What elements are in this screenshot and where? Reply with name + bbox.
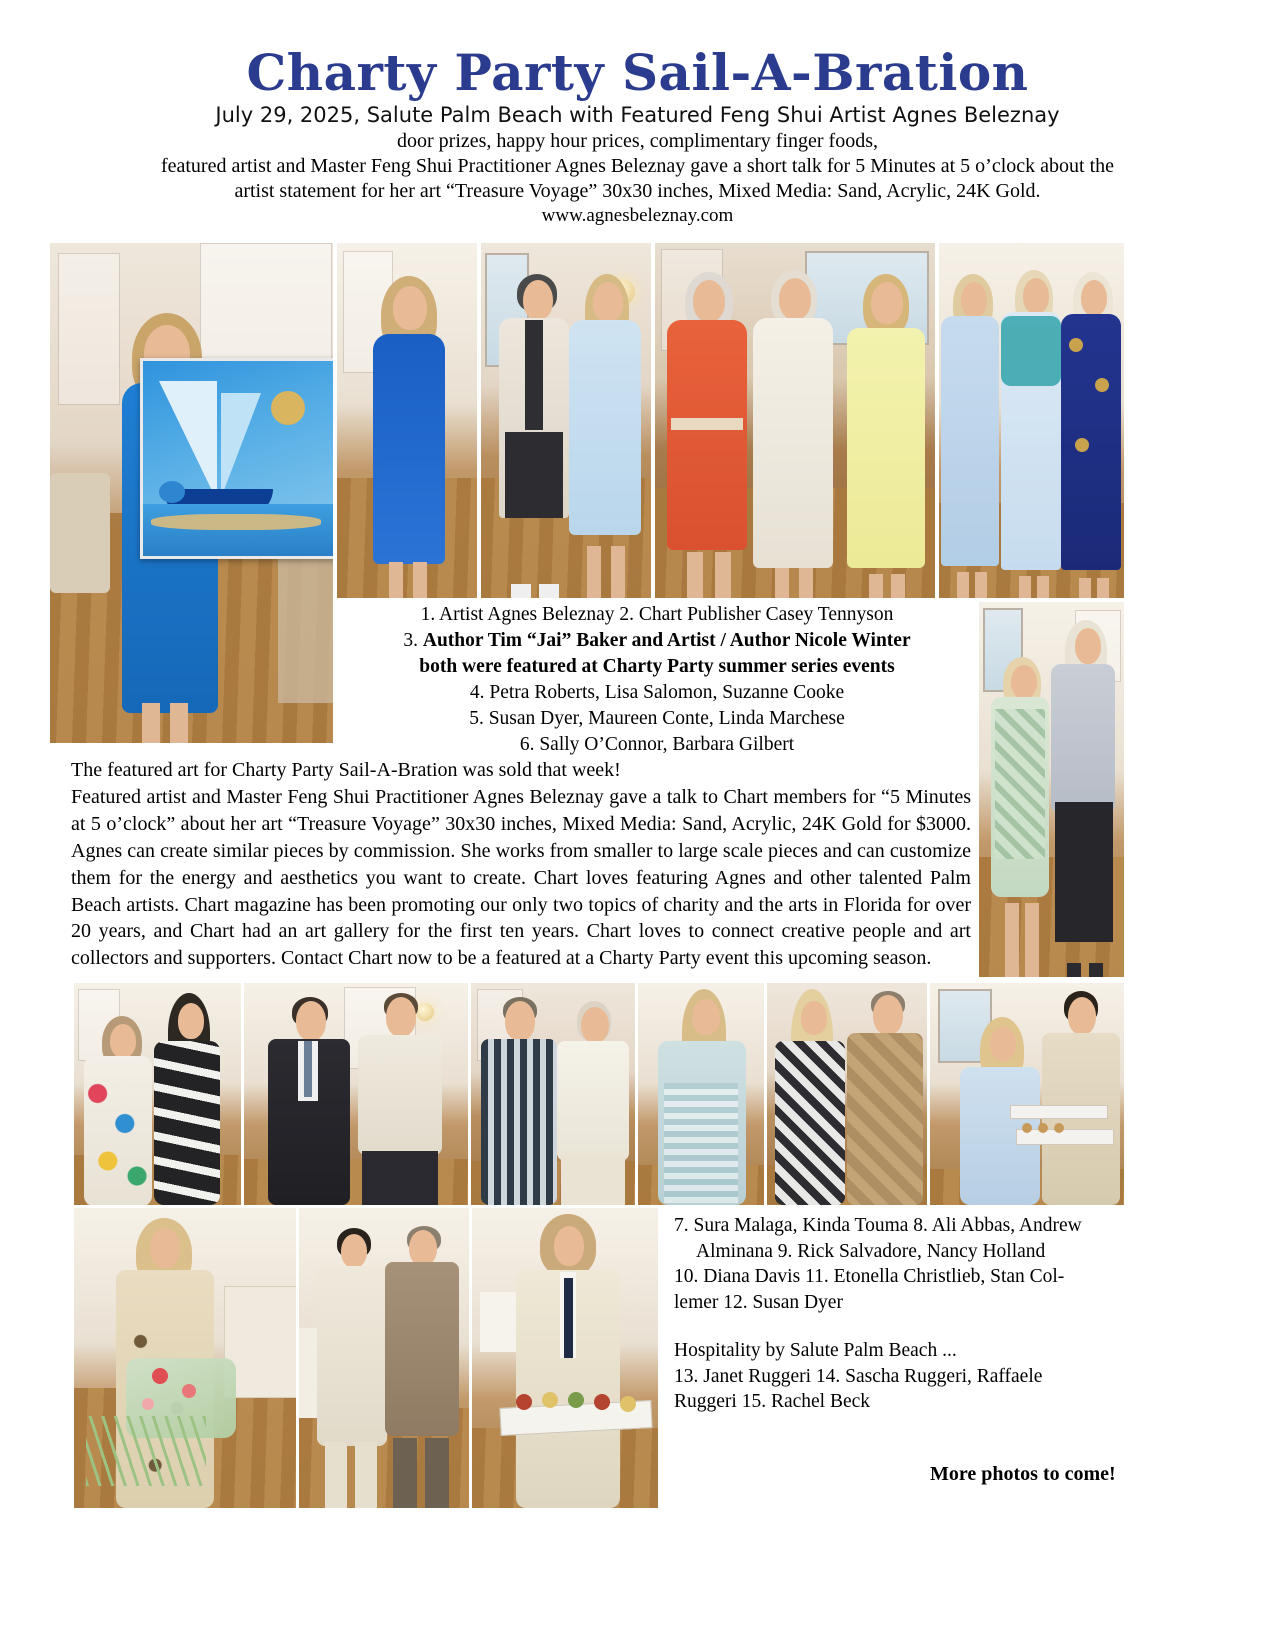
more-photos-note: More photos to come!: [930, 1463, 1116, 1485]
photo-christlieb-collemer: [767, 983, 927, 1205]
caption-line-10: lemer 12. Susan Dyer: [674, 1292, 843, 1314]
caption-line-7: 7. Sura Malaga, Kinda Touma 8. Ali Abbas, Andrew: [674, 1215, 1082, 1236]
poster-header: [0, 0, 1275, 229]
caption-line-2-bold: Author Tim “Jai” Baker and Artist / Author Nicole Winter: [422, 629, 911, 651]
event-perks: door prizes, happy hour prices, complimentary finger foods,: [397, 130, 878, 153]
caption-line-3: both were featured at Charty Party summer series events: [419, 655, 895, 677]
photo-salvadore-holland: [471, 983, 635, 1205]
captions-bottom: [674, 1213, 1144, 1415]
photo-rachel-beck: [472, 1208, 658, 1508]
caption-line-4: 4. Petra Roberts, Lisa Salomon, Suzanne Cooke: [469, 681, 845, 703]
photo-abbas-alminana: [244, 983, 468, 1205]
page-title: Charty Party Sail-A-Bration: [246, 43, 1029, 102]
caption-line-6: 6. Sally O’Connor, Barbara Gilbert: [519, 733, 795, 755]
photo-agnes-with-artwork: [50, 243, 333, 743]
caption-line-2-prefix: 3.: [403, 629, 423, 651]
caption-line-12: Ruggeri 15. Rachel Beck: [674, 1391, 871, 1413]
photo-tim-baker-nicole-winter: [481, 243, 651, 598]
photo-sascha-raffaele-ruggeri: [299, 1208, 469, 1508]
hospitality-line: Hospitality by Salute Palm Beach ...: [674, 1339, 957, 1361]
caption-line-8: Alminana 9. Rick Salvadore, Nancy Holland: [696, 1240, 1046, 1262]
artwork-treasure-voyage: [140, 358, 333, 559]
event-date-venue: July 29, 2025, Salute Palm Beach with Featured Feng Shui Artist Agnes Beleznay: [215, 103, 1060, 127]
photo-susan-dyer: [930, 983, 1124, 1205]
caption-line-1: 1. Artist Agnes Beleznay 2. Chart Publisher Casey Tennyson: [420, 604, 894, 625]
captions-top: [337, 602, 977, 755]
caption-line-2: [337, 628, 977, 654]
caption-line-5: 5. Susan Dyer, Maureen Conte, Linda Marchese: [469, 707, 845, 729]
artist-website: www.agnesbeleznay.com: [541, 205, 734, 227]
caption-line-9: 10. Diana Davis 11. Etonella Christlieb, Stan Col-: [674, 1266, 1065, 1288]
article-paragraph-2: Featured artist and Master Feng Shui Practitioner Agnes Beleznay gave a talk to Chart members for “5 Minutes at 5 o’clock” about her art “Treasure Voyage” 30x30 inches, Mixed Media: Sand, Acrylic, 24K Gold for $3000. Agnes can create similar pieces by commission. She works from smaller to large scale pieces and can customize them for the energy and aesthetics you want to create. Chart loves featuring Agnes and other talented Palm Beach artists. Chart magazine has been promoting our only two topics of charity and the arts in Florida for over 20 years, and Chart had an art gallery for the first ten years. Chart loves to connect creative people and art collectors and supporters. Contact Chart now to be a featured at a Charty Party event this upcoming season.: [71, 786, 971, 970]
photo-janet-ruggeri: [74, 1208, 296, 1508]
caption-line-11: 13. Janet Ruggeri 14. Sascha Ruggeri, Raffaele: [674, 1365, 1043, 1387]
photo-oconnor-gilbert: [979, 602, 1124, 977]
caption-spacer: [674, 1316, 1144, 1338]
event-description-line-2: artist statement for her art “Treasure Voyage” 30x30 inches, Mixed Media: Sand, Acrylic, 24K Gold.: [234, 180, 1041, 203]
photo-dyer-conte-marchese: [939, 243, 1124, 598]
event-description-line-1: featured artist and Master Feng Shui Practitioner Agnes Beleznay gave a short talk for 5 Minutes at 5 o’clock about the: [160, 155, 1115, 178]
photo-casey-tennyson: [337, 243, 477, 598]
photo-diana-davis: [638, 983, 764, 1205]
photo-roberts-salomon-cooke: [655, 243, 935, 598]
article-paragraph-1: The featured art for Charty Party Sail-A-Bration was sold that week!: [71, 759, 621, 781]
photo-malaga-touma: [74, 983, 241, 1205]
